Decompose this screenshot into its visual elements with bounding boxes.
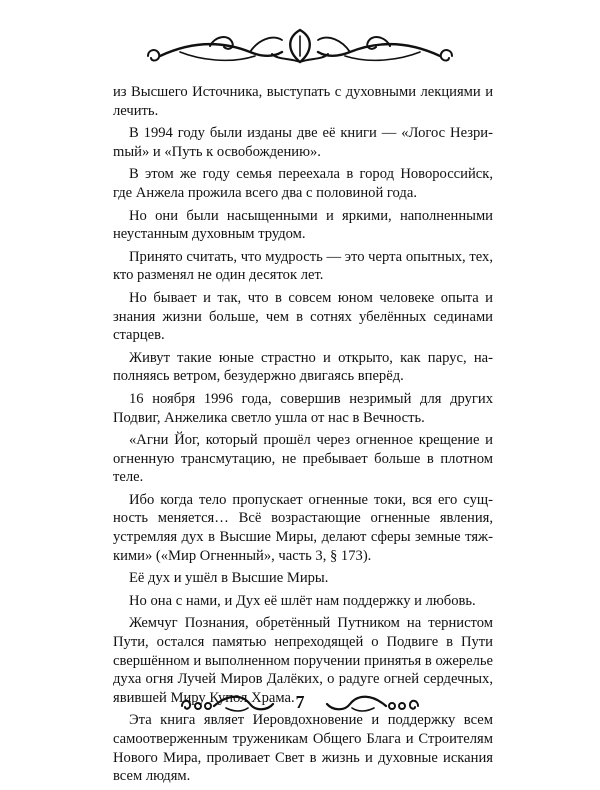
paragraph: В 1994 году были изданы две её книги — «Логос Незриmый» и «Путь к освобождению».: [113, 125, 493, 160]
paragraph: Но бывает и так, что в совсем юном человеке опыта и знания жизни больше, чем в сотнях убелённых сединами старцев.: [113, 289, 493, 344]
paragraph: Принято считать, что мудрость — это черта опытных, тех, кто разменял не один десяток лет.: [113, 248, 493, 284]
quote-paragraph: Ибо когда тело пропускает огненные токи, вся его сущность меняется… Всё возрастающие огненные явления, устремляя дух в Высшие Миры, делают сферы земные тяжкими» («Мир Огненный», часть 3, § 173).: [113, 491, 493, 564]
paragraph: Эта книга являет Иеровдохновение и поддержку всем самоотверженным труженикам Общего Блага и Строителям Нового Мира, проливает Свет в жизнь и духовные искания всем людям.: [113, 712, 493, 785]
body-text: [113, 83, 493, 790]
page-footer: [178, 688, 422, 718]
paragraph: Её дух и ушёл в Высшие Миры.: [129, 570, 329, 587]
top-ornament: [140, 22, 460, 74]
paragraph: Но она с нами, и Дух её шлёт нам поддержку и любовь.: [129, 592, 476, 609]
paragraph: Но они были насыщенными и яркими, наполненными неустанным духовным трудом.: [113, 207, 493, 243]
paragraph: В этом же году семья переехала в город Новороссийск, где Анжела прожила всего два с половиной года.: [113, 166, 493, 201]
paragraph: Живут такие юные страстно и открыто, как парус, наполняясь ветром, безудержно двигаясь вперёд.: [113, 349, 493, 385]
footer-ornament-right: [324, 690, 422, 716]
page-number: 7: [295, 692, 305, 712]
paragraph: из Высшего Источника, выступать с духовными лекциями и лечить.: [113, 84, 493, 119]
paragraph: Жемчуг Познания, обретённый Путником на тернистом Пути, остался памятью непреходящей о Подвиге в Пути свершённом и выполненном поручении принятья в ожерелье духа огня Лучей Миров Далёких, о радуге огней сердечных, явившей Миру Купол Храма.: [113, 615, 493, 706]
footer-ornament-left: [178, 690, 276, 716]
quote-paragraph: «Агни Йог, который прошёл через огненное крещение и огненную трансмутацию, не пребывает больше в плотном теле.: [113, 432, 493, 486]
paragraph: 16 ноября 1996 года, совершив незримый для других Подвиг, Анжелика светло ушла от нас в Вечность.: [113, 390, 493, 426]
